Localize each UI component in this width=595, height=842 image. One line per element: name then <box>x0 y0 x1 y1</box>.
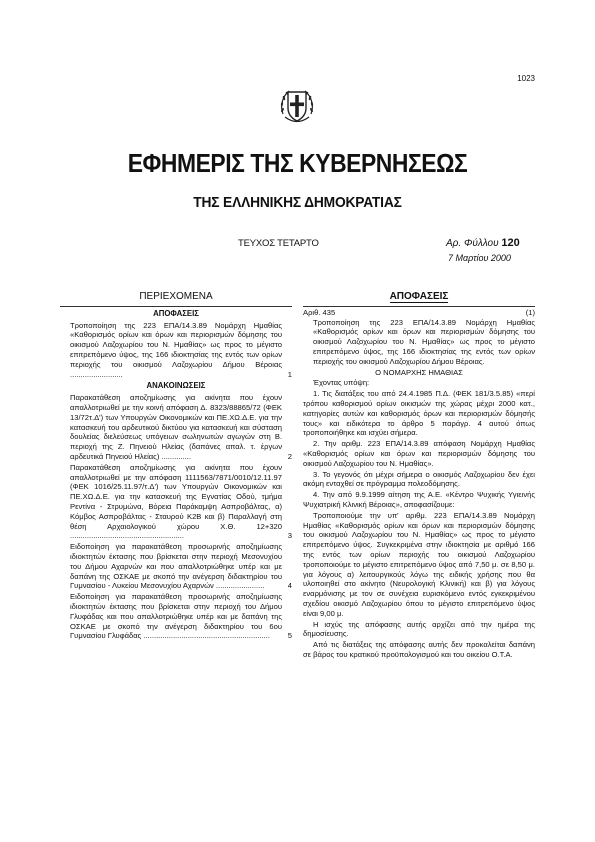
toc-entry[interactable] <box>60 463 292 541</box>
clause-paragraph: 1. Τις διατάξεις του από 24.4.1985 Π.Δ. (ΦΕΚ 181/3.5.85) «περί τρόπου καθορισμού ορίων οικισμών της χώρας μέχρι 2000 κατ., κατηγορίες αυτών και καθορισμός όρων και περιορισμών δόμησής τους» και ειδικότερα το άρθρο 5 παράγρ. 4 αυτού όπως τροποποιήθηκε και ισχύει σήμερα. <box>303 389 535 438</box>
clause-paragraph: 3. Το γεγονός ότι μέχρι σήμερα ο οικισμός Λαζοχωρίου δεν έχει ακόμη ενταχθεί σε πρόγραμμα πολεοδόμησης. <box>303 469 535 489</box>
sheet-label-text: Αρ. Φύλλου <box>446 238 499 249</box>
table-of-contents <box>60 292 292 642</box>
toc-entry-page: 1 <box>287 369 292 379</box>
decisions-heading-text: ΑΠΟΦΑΣΕΙΣ <box>389 291 449 302</box>
gazette-title: ΕΦΗΜΕΡΙΣ ΤΗΣ ΚΥΒΕΡΝΗΣΕΩΣ <box>127 148 468 178</box>
toc-entry-page: 4 <box>287 581 292 591</box>
toc-entry[interactable] <box>60 592 292 641</box>
greek-coat-of-arms-icon <box>274 84 320 130</box>
toc-entry[interactable] <box>60 542 292 591</box>
toc-decisions-heading: ΑΠΟΦΑΣΕΙΣ <box>153 308 199 318</box>
clause-paragraph: 2. Την αριθμ. 223 ΕΠΑ/14.3.89 απόφαση Νομάρχη Ημαθίας «Καθορισμός ορίων και όρων και περιορισμών δόμησης του οικισμού Λαζοχωρίου του Ν. Ημαθίας». <box>303 439 535 468</box>
toc-entry-page: 3 <box>287 531 292 541</box>
decision-ref: (1) <box>525 307 535 317</box>
sheet-number: 120 <box>501 237 520 249</box>
decisions-heading <box>303 292 535 302</box>
toc-entry[interactable] <box>60 393 292 462</box>
toc-entry-text: Ειδοποίηση για παρακατάθεση προσωρινής αποζημίωσης ιδιοκτητών έκτασης που βρίσκεται στην περιοχή του Δήμου Γλυφάδας και που απαλλοτριώθηκε υπέρ και με δαπάνη της ΟΣΚΑΕ με σκοπό την ανέγερση διδακτηρίου του 6ου Γυμνασίου Γλυφάδας ............................................................ <box>70 592 282 641</box>
toc-entry-text: Παρακατάθεση αποζημίωσης για ακίνητα που έχουν απαλλοτριωθεί με την απόφαση 1111563/7871/0010/12.11.97 (ΦΕΚ 1016/25.11.97/τ.Δ') των Υπουργών Οικονομικών και ΠΕ.ΧΩ.Δ.Ε. για την κατασκευή της Εγνατίας Οδού, τμήμα Ρεντίνα - Στρυμώνα, Βόρεια Παράκαμψη Ασπροβάλτας, α) Κόμβος Ασπροβάλτας - Σταυρού Κ2Β και β) Παραλλαγή στη θέση Αρχαιολογικού χώρου Χ.Θ. 12+320 ...................................................... <box>70 462 282 541</box>
clause-paragraph: 4. Την από 9.9.1999 αίτηση της Α.Ε. «Κέντρο Ψυχικής Υγιεινής Ψυχιατρική Κλινική Βέροιας», αποφασίζουμε: <box>303 490 535 509</box>
sheet-number-label <box>446 237 520 249</box>
issue-date: 7 Μαρτίου 2000 <box>448 253 511 263</box>
toc-entry-page: 2 <box>287 451 292 461</box>
toc-entry-text: Τροποποίηση της 223 ΕΠΑ/14.3.89 Νομάρχη Ημαθίας «Καθορισμός ορίων και όρων και περιορισμών δόμησης του οικισμού Λαζοχωρίου του Ν. Ημαθίας» ως προς το μέγιστο επιτρεπόμενο ύψος, της 166 ιδιοκτησίας της εντός των ορίων περιοχής του οικισμού Λαζοχωρίου Δήμου Βέροιας ......................... <box>70 320 282 379</box>
decision-number: Αριθ. 435 <box>303 307 336 317</box>
toc-entry[interactable] <box>60 321 292 380</box>
decisions-section <box>303 292 535 661</box>
toc-entry-page: 5 <box>287 631 292 641</box>
toc-announcements-heading: ΑΝΑΚΟΙΝΩΣΕΙΣ <box>146 381 206 391</box>
considering-label: Έχοντας υπόψη: <box>313 378 370 388</box>
toc-entry-text: Παρακατάθεση αποζημίωσης για ακίνητα που έχουν απαλλοτριωθεί με την κοινή απόφαση Δ. 8323/88865/72 (ΦΕΚ 13/72τ.Δ') των Υπουργών Οικονομικών και ΠΕ.ΧΩ.Δ.Ε. για την κατασκευή του αρδευτικού δικτύου για κατασκευή και σύσταση δουλείας διελεύσεως υπόγειων σωληνωτών αγωγών στη Β. περιοχή της Ζ. Πηνειού Ηλείας (δαπάνες απαλ. τ. έργων αρδευτικά Πηνειού Ηλείας) .............. <box>70 393 282 461</box>
body-paragraph: Τροποποιούμε την υπ' αριθμ. 223 ΕΠΑ/14.3.89 Νομάρχη Ημαθίας «Καθορισμός ορίων και όρων και περιορισμών δόμησης του οικισμού Λαζοχωρίου του Ν. Ημαθίας» ως προς το μέγιστο επιτρεπόμενο ύψος. Συγκεκριμένα στην ιδιοκτησία με αριθμό 166 της εντός των ορίων περιοχής του οικισμού Λαζοχωρίου τροποποιούμε το μέγιστο επιτρεπόμενο ύψος από 7,50 μ. σε 8,50 μ. για λόγους α) λειτουργικούς λόγω της ειδικής χρήσης που θα υλοποιηθεί στο ακίνητο (Νευρολογική Κλινική) και β) για λόγους εναρμόνισης με τον σε συνέχεια ευρισκόμενο εντός εγκεκριμένου σχεδίου οικισμό Λαζοχωρίου όπου το μέγιστο επιτρεπόμενο ύψος είναι 9,00 μ. <box>303 510 535 618</box>
toc-entry-text: Ειδοποίηση για παρακατάθεση προσωρινής αποζημίωσης ιδιοκτητών έκτασης που βρίσκεται στην περιοχή Μεσονυχίου του Δήμου Αχαρνών και που απαλλοτριώθηκε υπέρ και με δαπάνη της ΟΣΚΑΕ με σκοπό την ανέγερση διδακτηρίου του Γυμνασίου - Λυκείου Μεσονυχίου Αχαρνών ....................... <box>70 542 282 591</box>
gazette-subtitle: ΤΗΣ ΕΛΛΗΝΙΚΗΣ ΔΗΜΟΚΡΑΤΙΑΣ <box>193 194 402 211</box>
issue-series: ΤΕΥΧΟΣ ΤΕΤΑΡΤΟ <box>238 238 319 249</box>
page-number: 1023 <box>517 74 535 83</box>
body-paragraph: Από τις διατάξεις της απόφασης αυτής δεν προκαλείται δαπάνη σε βάρος του κρατικού προϋπολογισμού και του οικείου Ο.Τ.Α. <box>303 640 535 659</box>
decision-number-row <box>303 306 535 318</box>
decision-issuer: Ο ΝΟΜΑΡΧΗΣ ΗΜΑΘΙΑΣ <box>375 367 463 377</box>
body-paragraph: Η ισχύς της απόφασης αυτής αρχίζει από την ημέρα της δημοσίευσης. <box>303 619 535 639</box>
decision-title: Τροποποίηση της 223 ΕΠΑ/14.3.89 Νομάρχη Ημαθίας «Καθορισμός ορίων και όρων και περιορισμών δόμησης του οικισμού Λαζοχωρίου του Ν. Ημαθίας» ως προς το μέγιστο επιτρεπόμενο ύψος, της 166 ιδιοκτησίας της εντός των ορίων περιοχής του οικισμού Λαζοχωρίου Δήμου Βέροιας. <box>313 317 535 366</box>
divider <box>60 306 292 307</box>
toc-heading: ΠΕΡΙΕΧΟΜΕΝΑ <box>139 291 213 302</box>
